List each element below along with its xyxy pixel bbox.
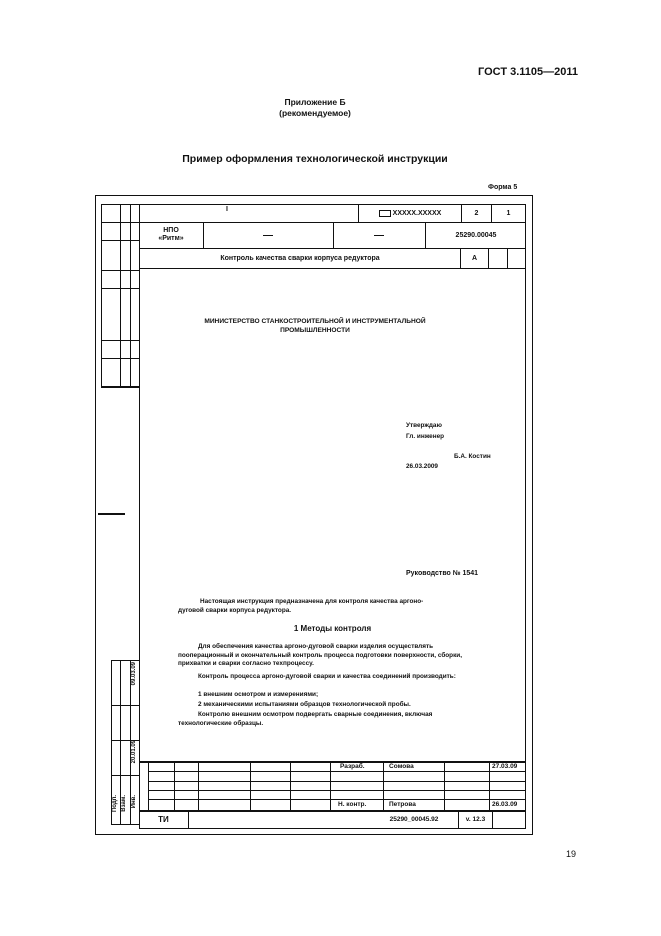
stamp-col (148, 761, 149, 810)
top-tick: I (226, 206, 228, 213)
stamp-line (148, 799, 526, 800)
stamp-col (290, 761, 291, 810)
paragraph-4: 2 механическими испытаниями образцов технологической пробы. (198, 701, 411, 708)
doc-code-cell (358, 204, 462, 223)
side-date-b: 20.01.09 (131, 740, 137, 764)
stamp-line (148, 781, 526, 782)
letter-cell: А (471, 254, 478, 262)
name-row-line (139, 268, 526, 269)
sheet-cell: 2 (461, 204, 492, 223)
id-row-sep (492, 810, 493, 829)
stamp-col (250, 761, 251, 810)
page-number: 19 (566, 849, 577, 859)
paragraph-3: 1 внешним осмотром и измерениями; (198, 691, 319, 698)
sheets-cell: 1 (491, 204, 526, 223)
ministry-title: МИНИСТЕРСТВО СТАНКОСТРОИТЕЛЬНОЙ И ИНСТРУМЕНТАЛЬНОЙ ПРОМЫШЛЕННОСТИ (204, 318, 426, 334)
side-date-a: 09.03.09 (131, 662, 137, 686)
org-line-1: НПО (163, 227, 179, 234)
paragraph-2: Контроль процесса аргоно-дуговой сварки и качества соединений производить: (198, 673, 456, 680)
stamp-col (330, 761, 331, 810)
margin-line (101, 222, 139, 223)
margin-line (101, 386, 139, 388)
intro-text: Настоящая инструкция предназначена для контроля качества аргоно-дуговой сварки корпуса редуктора. (178, 598, 424, 614)
page-title: Пример оформления технологической инструкции (182, 153, 448, 165)
appendix-label: Приложение Б (284, 97, 346, 107)
doc-number: 25290_00045.92 (389, 816, 439, 823)
margin-line (101, 204, 139, 205)
doc-type: ТИ (158, 815, 169, 824)
stamp-col (198, 761, 199, 810)
side-line (111, 775, 139, 776)
doc-code-box-icon (379, 210, 391, 217)
name-row-sep (507, 248, 508, 268)
stamp-name-1: Сомова (389, 763, 414, 770)
stamp-col (489, 761, 490, 810)
approval-position: Гл. инженер (406, 433, 445, 440)
margin-line (101, 340, 139, 341)
doc-code: XXXXX.XXXXX (392, 210, 442, 217)
side-label-sign: Подп. (112, 795, 118, 812)
side-line (111, 705, 139, 706)
stamp-date-2: 26.03.09 (492, 801, 518, 808)
product-name: Контроль качества сварки корпуса редуктора (220, 254, 380, 262)
id-row-sep (188, 810, 189, 829)
stamp-role-1: Разраб. (340, 763, 365, 770)
margin-line (101, 240, 139, 241)
org-designation: 25290.00045 (455, 231, 497, 239)
section-title: 1 Методы контроля (293, 624, 372, 633)
paragraph-1: Для обеспечения качества аргоно-дуговой сварки изделия осуществлять пооперационный и окончательный контроль процесса подготовки поверхности, сборки, прихватки и сварки согласно техпроцессу. (178, 643, 462, 668)
side-line (111, 660, 139, 661)
main-area (139, 204, 526, 829)
stamp-col (174, 761, 175, 810)
appendix-note: (рекомендуемое) (279, 108, 351, 118)
paragraph-5: Контролю внешним осмотром подвергать сварные соединения, включая технологические образцы. (178, 711, 433, 727)
margin-line (101, 288, 139, 289)
form-number: Форма 5 (488, 184, 518, 191)
margin-line (101, 358, 139, 359)
approval-approve: Утверждаю (406, 422, 442, 429)
org-dash-1: — (263, 229, 273, 241)
org-line-2: «Ритм» (158, 235, 184, 242)
side-label-inv: Взам. (121, 795, 127, 812)
org-name (140, 224, 202, 246)
stamp-col (383, 761, 384, 810)
guide-number: Руководство № 1541 (406, 570, 479, 577)
approval-signer: Б.А. Костин (454, 453, 491, 460)
stamp-line (148, 790, 526, 791)
stamp-role-2: Н. контр. (338, 801, 367, 808)
margin-line (101, 270, 139, 271)
stamp-col (444, 761, 445, 810)
org-dash-2: — (374, 229, 384, 241)
side-label-inv2: Инв. (131, 795, 137, 809)
side-line (111, 824, 139, 825)
stamp-date-1: 27.03.09 (492, 763, 518, 770)
margin-mark (98, 513, 125, 515)
doc-version: v. 12.3 (465, 816, 486, 823)
approval-date: 26.03.2009 (406, 463, 438, 470)
stamp-name-2: Петрова (389, 801, 416, 808)
name-row-sep (488, 248, 489, 268)
stamp-line (148, 771, 526, 772)
standard-number: ГОСТ 3.1105—2011 (478, 66, 578, 78)
